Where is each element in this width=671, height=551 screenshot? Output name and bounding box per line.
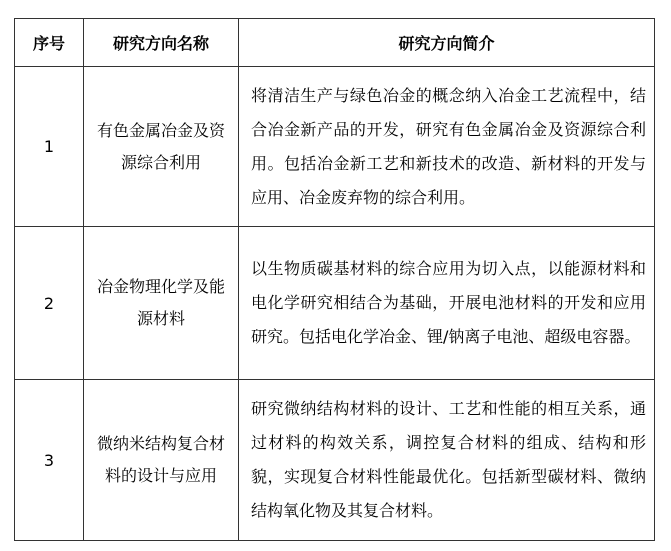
row-number: 1 <box>15 67 84 227</box>
table-row <box>15 227 655 380</box>
row-description: 以生物质碳基材料的综合应用为切入点，以能源材料和电化学研究相结合为基础，开展电池材料的开发和应用研究。包括电化学冶金、锂/钠离子电池、超级电容器。 <box>239 227 655 380</box>
table-row <box>15 380 655 541</box>
row-name: 冶金物理化学及能源材料 <box>84 227 239 380</box>
table-header-row <box>15 19 655 67</box>
research-directions-table <box>14 18 655 541</box>
table-row <box>15 67 655 227</box>
row-number: 3 <box>15 380 84 541</box>
header-description: 研究方向简介 <box>239 19 655 67</box>
header-number: 序号 <box>15 19 84 67</box>
row-name: 微纳米结构复合材料的设计与应用 <box>84 380 239 541</box>
header-name: 研究方向名称 <box>84 19 239 67</box>
row-name: 有色金属冶金及资源综合利用 <box>84 67 239 227</box>
row-number: 2 <box>15 227 84 380</box>
row-description: 研究微纳结构材料的设计、工艺和性能的相互关系，通过材料的构效关系，调控复合材料的组成、结构和形貌，实现复合材料性能最优化。包括新型碳材料、微纳结构氧化物及其复合材料。 <box>239 380 655 541</box>
row-description: 将清洁生产与绿色冶金的概念纳入冶金工艺流程中，结合冶金新产品的开发，研究有色金属冶金及资源综合利用。包括冶金新工艺和新技术的改造、新材料的开发与应用、冶金废弃物的综合利用。 <box>239 67 655 227</box>
